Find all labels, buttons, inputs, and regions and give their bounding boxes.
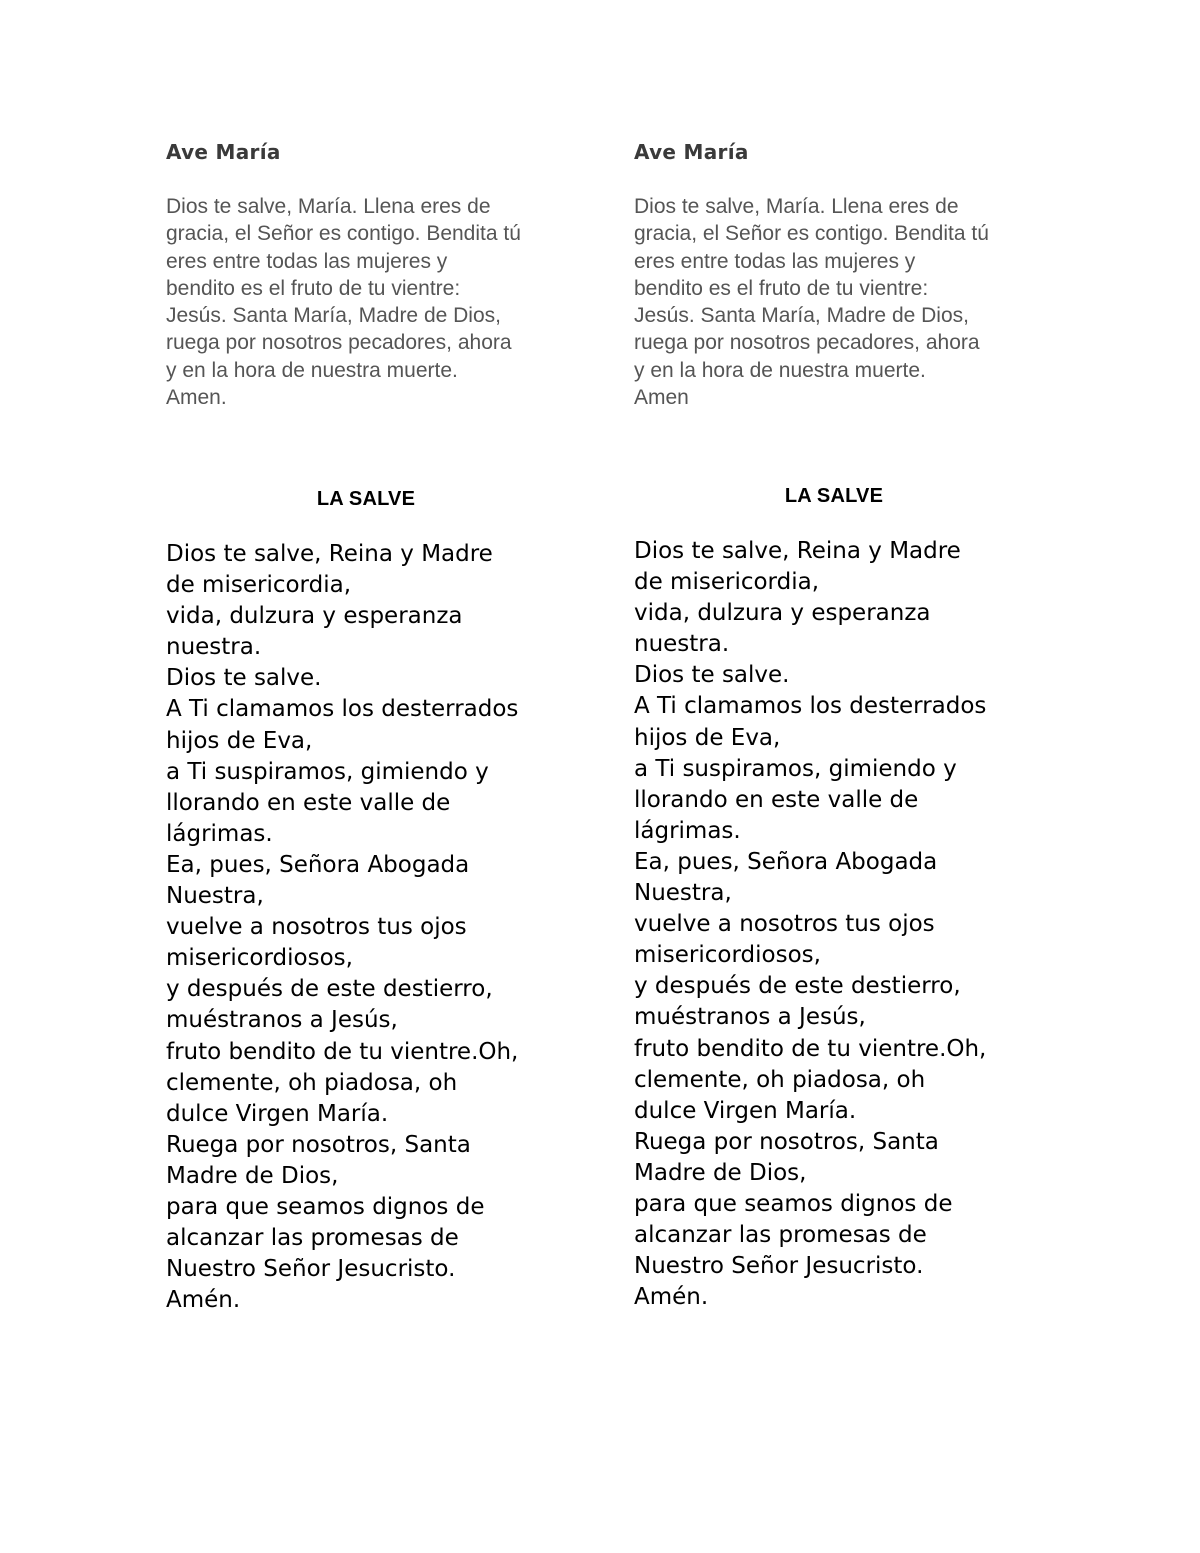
- la-salve-line: misericordiosos,: [166, 945, 353, 972]
- la-salve-line: nuestra.: [634, 631, 730, 658]
- ave-maria-line: bendito es el fruto de tu vientre:: [634, 276, 929, 300]
- la-salve-line: clemente, oh piadosa, oh: [166, 1069, 458, 1096]
- ave-maria-line: eres entre todas las mujeres y: [166, 249, 448, 273]
- la-salve-line: fruto bendito de tu vientre.Oh,: [166, 1038, 519, 1065]
- la-salve-line: Amén.: [634, 1284, 709, 1311]
- la-salve-line: Amén.: [166, 1287, 241, 1314]
- la-salve-line: Dios te salve, Reina y Madre: [166, 541, 493, 567]
- la-salve-line: vida, dulzura y esperanza: [634, 600, 931, 627]
- ave-maria-line: Dios te salve, María. Llena eres de: [166, 195, 491, 218]
- ave-maria-line: gracia, el Señor es contigo. Bendita tú: [634, 222, 989, 246]
- la-salve-line: para que seamos dignos de: [634, 1190, 953, 1217]
- la-salve-text: [634, 536, 1054, 1313]
- ave-maria-line: ruega por nosotros pecadores, ahora: [166, 331, 512, 355]
- la-salve-line: hijos de Eva,: [166, 727, 313, 754]
- ave-maria-line: Jesús. Santa María, Madre de Dios,: [634, 304, 969, 328]
- la-salve-line: Ea, pues, Señora Abogada: [166, 851, 470, 878]
- la-salve-line: muéstranos a Jesús,: [166, 1007, 398, 1034]
- la-salve-line: Madre de Dios,: [166, 1162, 339, 1189]
- la-salve-line: dulce Virgen María.: [634, 1097, 857, 1124]
- la-salve-line: Madre de Dios,: [634, 1159, 807, 1186]
- la-salve-line: y después de este destierro,: [634, 973, 961, 1000]
- la-salve-line: misericordiosos,: [634, 942, 821, 969]
- la-salve-line: y después de este destierro,: [166, 976, 493, 1003]
- ave-maria-title: Ave María: [166, 140, 281, 164]
- la-salve-line: llorando en este valle de: [166, 789, 451, 816]
- ave-maria-text: [634, 193, 1044, 411]
- la-salve-line: Dios te salve.: [634, 662, 790, 689]
- la-salve-line: vuelve a nosotros tus ojos: [634, 911, 935, 938]
- la-salve-line: Ea, pues, Señora Abogada: [634, 848, 938, 875]
- la-salve-line: hijos de Eva,: [634, 724, 781, 751]
- la-salve-line: dulce Virgen María.: [166, 1100, 389, 1127]
- la-salve-line: Dios te salve.: [166, 665, 322, 692]
- la-salve-text: [166, 539, 586, 1316]
- ave-maria-line: bendito es el fruto de tu vientre:: [166, 276, 461, 300]
- la-salve-line: a Ti suspiramos, gimiendo y: [634, 755, 957, 782]
- ave-maria-line: Dios te salve, María. Llena eres de: [634, 195, 959, 218]
- la-salve-line: nuestra.: [166, 634, 262, 661]
- la-salve-line: Nuestro Señor Jesucristo.: [634, 1253, 924, 1280]
- la-salve-line: de misericordia,: [166, 572, 351, 599]
- la-salve-line: Nuestra,: [634, 880, 732, 907]
- la-salve-line: vida, dulzura y esperanza: [166, 603, 463, 630]
- ave-maria-line: ruega por nosotros pecadores, ahora: [634, 331, 980, 355]
- ave-maria-line: Amen: [634, 386, 689, 410]
- ave-maria-title: Ave María: [634, 140, 749, 164]
- ave-maria-line: gracia, el Señor es contigo. Bendita tú: [166, 222, 521, 246]
- la-salve-line: A Ti clamamos los desterrados: [166, 696, 519, 723]
- ave-maria-line: y en la hora de nuestra muerte.: [634, 358, 926, 382]
- la-salve-line: Nuestro Señor Jesucristo.: [166, 1256, 456, 1283]
- la-salve-line: lágrimas.: [166, 820, 273, 847]
- la-salve-line: muéstranos a Jesús,: [634, 1004, 866, 1031]
- la-salve-line: llorando en este valle de: [634, 786, 919, 813]
- la-salve-line: Dios te salve, Reina y Madre: [634, 538, 961, 564]
- la-salve-title: LA SALVE: [316, 488, 416, 510]
- ave-maria-line: Amen.: [166, 386, 227, 410]
- ave-maria-text: [166, 193, 576, 411]
- la-salve-line: clemente, oh piadosa, oh: [634, 1066, 926, 1093]
- ave-maria-line: Jesús. Santa María, Madre de Dios,: [166, 304, 501, 328]
- la-salve-line: A Ti clamamos los desterrados: [634, 693, 987, 720]
- la-salve-line: Ruega por nosotros, Santa: [166, 1131, 471, 1158]
- la-salve-line: para que seamos dignos de: [166, 1193, 485, 1220]
- la-salve-line: a Ti suspiramos, gimiendo y: [166, 758, 489, 785]
- la-salve-line: lágrimas.: [634, 817, 741, 844]
- ave-maria-line: y en la hora de nuestra muerte.: [166, 358, 458, 382]
- la-salve-title: LA SALVE: [784, 485, 884, 507]
- la-salve-line: de misericordia,: [634, 569, 819, 596]
- la-salve-line: alcanzar las promesas de: [634, 1222, 927, 1249]
- ave-maria-line: eres entre todas las mujeres y: [634, 249, 916, 273]
- la-salve-line: vuelve a nosotros tus ojos: [166, 914, 467, 941]
- la-salve-line: alcanzar las promesas de: [166, 1225, 459, 1252]
- la-salve-line: fruto bendito de tu vientre.Oh,: [634, 1035, 987, 1062]
- la-salve-line: Nuestra,: [166, 883, 264, 910]
- la-salve-line: Ruega por nosotros, Santa: [634, 1128, 939, 1155]
